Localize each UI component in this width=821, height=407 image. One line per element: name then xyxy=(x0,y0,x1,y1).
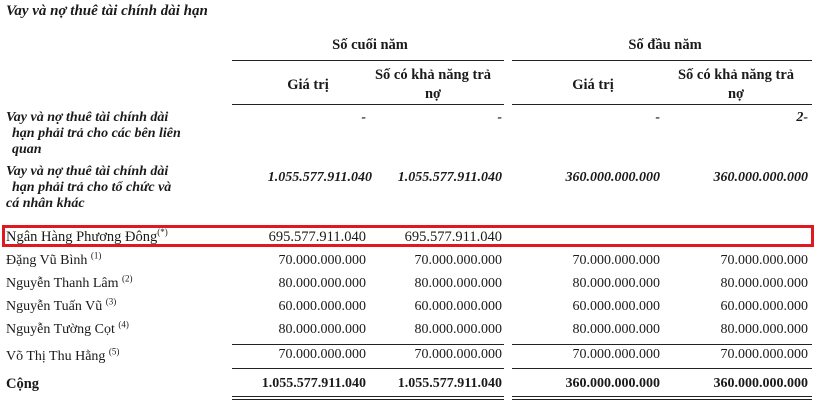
row0-end-value: 695.577.911.040 xyxy=(268,229,366,245)
header-underline-begin xyxy=(512,60,812,61)
header-end-payable-line2: nợ xyxy=(424,86,442,102)
row5-begin-value: 70.000.000.000 xyxy=(572,347,660,362)
header-end-payable-line1: Số có khả năng trả xyxy=(374,67,492,83)
row2-end-payable: 80.000.000.000 xyxy=(414,276,502,291)
cat1-begin-value: - xyxy=(655,110,660,125)
header-begin-payable-line1: Số có khả năng trả xyxy=(677,67,795,83)
category-related-parties xyxy=(6,110,226,158)
row3-begin-payable: 60.000.000.000 xyxy=(720,299,808,314)
row4-end-value: 80.000.000.000 xyxy=(278,322,366,337)
category-label-line: hạn phải trả cho các bên liên xyxy=(12,126,181,141)
footnote-ref: (1) xyxy=(90,250,102,261)
category-label-line: hạn phải trả cho tổ chức và xyxy=(12,180,172,195)
header-bottom-line-end xyxy=(232,104,504,105)
row-separator-end xyxy=(232,344,504,345)
header-begin-value: Giá trị xyxy=(572,77,614,93)
row2-begin-payable: 80.000.000.000 xyxy=(720,276,808,291)
category-label-line: Vay và nợ thuê tài chính dài xyxy=(6,110,169,125)
footnote-ref: (3) xyxy=(105,296,117,307)
lender-name: Nguyễn Tường Cọt xyxy=(6,322,115,337)
header-begin-year: Số đầu năm xyxy=(628,37,702,53)
row-separator-begin xyxy=(512,344,812,345)
total-label: Cộng xyxy=(6,376,40,392)
category-label-line: Vay và nợ thuê tài chính dài xyxy=(6,164,169,179)
row2-begin-value: 80.000.000.000 xyxy=(572,276,660,291)
row5-end-payable: 70.000.000.000 xyxy=(414,347,502,362)
table-row-name xyxy=(6,296,117,315)
header-bottom-line-begin xyxy=(512,104,812,105)
table-row-name xyxy=(6,250,102,269)
total-begin-payable: 360.000.000.000 xyxy=(713,376,808,391)
table-row-name xyxy=(6,346,120,365)
table-row-name xyxy=(6,319,129,338)
lender-name: Đặng Vũ Bình xyxy=(6,253,88,268)
row5-begin-payable: 70.000.000.000 xyxy=(720,347,808,362)
row1-begin-value: 70.000.000.000 xyxy=(572,253,660,268)
header-end-year: Số cuối năm xyxy=(332,37,408,53)
lender-name: Võ Thị Thu Hằng xyxy=(6,349,106,364)
cat1-end-payable: - xyxy=(497,110,502,125)
row1-end-value: 70.000.000.000 xyxy=(278,253,366,268)
footnote-ref: (*) xyxy=(157,227,168,238)
header-begin-payable xyxy=(662,66,810,104)
cat2-end-payable: 1.055.577.911.040 xyxy=(397,170,502,185)
category-label-line: quan xyxy=(12,142,42,157)
total-double-line-end-2 xyxy=(232,399,504,400)
header-begin-payable-line2: nợ xyxy=(727,86,745,102)
row1-begin-payable: 70.000.000.000 xyxy=(720,253,808,268)
category-label-line: cá nhân khác xyxy=(6,196,85,211)
footnote-ref: (5) xyxy=(108,346,120,357)
cat2-end-value: 1.055.577.911.040 xyxy=(267,170,372,185)
header-end-value: Giá trị xyxy=(287,77,329,93)
total-end-payable: 1.055.577.911.040 xyxy=(397,376,502,391)
cat2-begin-value: 360.000.000.000 xyxy=(565,170,660,185)
total-top-line-begin xyxy=(512,368,812,369)
row1-end-payable: 70.000.000.000 xyxy=(414,253,502,268)
total-double-line-end-1 xyxy=(232,396,504,397)
lender-name: Nguyễn Thanh Lâm xyxy=(6,276,119,291)
cat1-end-value: - xyxy=(361,110,366,125)
row0-end-payable: 695.577.911.040 xyxy=(404,229,502,245)
category-other-organizations xyxy=(6,164,226,212)
cat1-begin-payable: 2- xyxy=(796,110,808,125)
lender-name: Nguyễn Tuấn Vũ xyxy=(6,299,103,314)
row4-end-payable: 80.000.000.000 xyxy=(414,322,502,337)
row3-end-value: 60.000.000.000 xyxy=(278,299,366,314)
row4-begin-payable: 80.000.000.000 xyxy=(720,322,808,337)
highlight-box xyxy=(2,225,814,247)
cat2-begin-payable: 360.000.000.000 xyxy=(713,170,808,185)
row5-end-value: 70.000.000.000 xyxy=(278,347,366,362)
row3-begin-value: 60.000.000.000 xyxy=(572,299,660,314)
lender-name: Ngân Hàng Phương Đông xyxy=(6,229,158,245)
footnote-ref: (4) xyxy=(118,319,129,330)
total-top-line-end xyxy=(232,368,504,369)
row4-begin-value: 80.000.000.000 xyxy=(572,322,660,337)
row2-end-value: 80.000.000.000 xyxy=(278,276,366,291)
header-end-payable xyxy=(360,66,506,104)
row3-end-payable: 60.000.000.000 xyxy=(414,299,502,314)
total-end-value: 1.055.577.911.040 xyxy=(261,376,366,391)
table-row-name xyxy=(6,273,133,292)
section-title: Vay và nợ thuê tài chính dài hạn xyxy=(6,3,208,19)
footnote-ref: (2) xyxy=(122,273,133,284)
header-underline-end xyxy=(232,60,504,61)
total-double-line-begin-2 xyxy=(512,399,812,400)
total-double-line-begin-1 xyxy=(512,396,812,397)
total-begin-value: 360.000.000.000 xyxy=(565,376,660,391)
